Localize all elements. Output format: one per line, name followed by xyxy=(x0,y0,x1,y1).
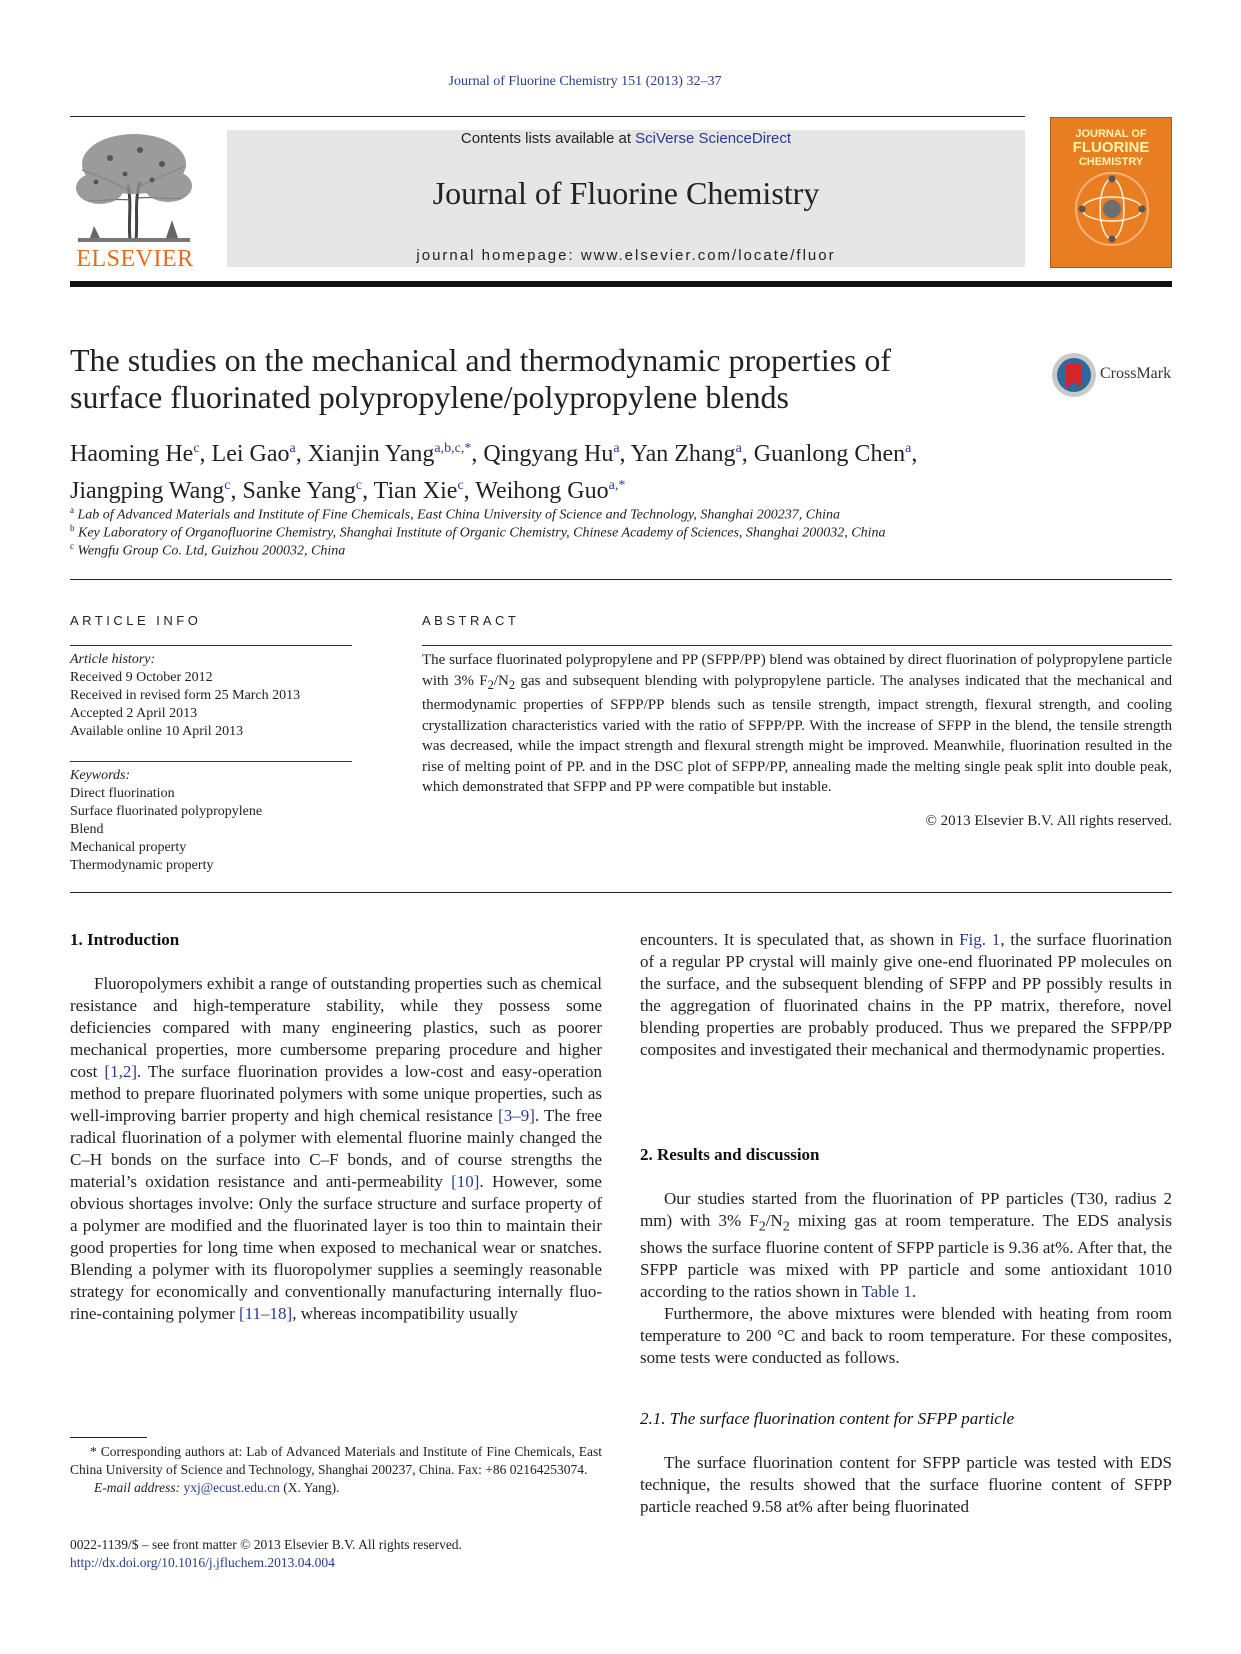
author-separator: , xyxy=(362,478,374,504)
text-segment: . xyxy=(911,1282,917,1302)
author-separator: , xyxy=(619,441,631,467)
cover-title-line: FLUORINE xyxy=(1072,139,1150,156)
author-name[interactable]: Guanlong Chen xyxy=(753,441,906,467)
corresponding-author-footnote xyxy=(70,1443,602,1497)
text-segment: mixing gas at room temperature. The EDS analysis shows the surface fluorine content of SFPP particle is 9.36 at%. After that, the SFPP particle was mixed with PP particle and some antioxidant 1010 according to the ratios shown in xyxy=(640,1211,1172,1302)
cover-title-line: CHEMISTRY xyxy=(1078,156,1144,168)
keyword-item: Mechanical property xyxy=(70,840,187,855)
divider xyxy=(70,645,352,646)
history-item: Accepted 2 April 2013 xyxy=(70,706,198,721)
text-segment: /N xyxy=(765,1211,783,1230)
footnote-text: * Corresponding authors at: Lab of Advanced Materials and Institute of Fine Chemicals, East China University of Science and Technology, Shanghai 200237, China. Fax: +86 02164253074. xyxy=(70,1444,602,1477)
paper-title xyxy=(70,342,1040,416)
author-affiliation-mark[interactable]: c xyxy=(224,478,231,493)
journal-reference[interactable]: Journal of Fluorine Chemistry 151 (2013) 32–37 xyxy=(448,74,722,89)
email-link[interactable]: yxj@ecust.edu.cn xyxy=(183,1480,280,1495)
subscript: 2 xyxy=(487,677,494,692)
text-segment: encounters. It is speculated that, as shown in xyxy=(640,930,960,949)
masthead-rule xyxy=(70,281,1172,287)
author-name[interactable]: Jiangping Wang xyxy=(70,478,225,504)
abstract-segment: The surface fluorinated polypropylene and PP (SFPP/PP) blend was obtained by direct fluorination of polypropylene particle with 3% F xyxy=(422,652,1172,689)
divider xyxy=(70,892,1172,893)
text-segment: , the surface fluorination of a regular PP crystal will mainly give one-end fluorinated PP molecules on the surface, and the subsequent blending of SFPP and PP possibly results in the aggregation of fluorinated chains in the PP matrix, therefore, novel blending properties are probably produced. Thus we prepared the SFPP/PP composites and investigated their mechanical and thermodynamic properties. xyxy=(640,930,1172,1059)
affiliation-text: Wengfu Group Co. Ltd, Guizhou 200032, China xyxy=(77,543,346,559)
footnote-rule xyxy=(70,1437,147,1438)
affiliation-a xyxy=(70,505,840,524)
text-segment: . The surface fluorination provides a low-cost and easy-operation method to prepare fluorinated polymers with some unique properties, such as well-improving barrier property and high chemical resistance xyxy=(70,1062,602,1125)
email-line xyxy=(70,1479,602,1497)
table-link[interactable]: Table 1 xyxy=(861,1282,912,1302)
author-name[interactable]: Qingyang Hu xyxy=(483,441,614,467)
contents-line xyxy=(227,130,1025,147)
elsevier-wordmark: ELSEVIER xyxy=(76,246,194,272)
author-affiliation-mark[interactable]: a,b,c,* xyxy=(434,441,472,456)
homepage-url[interactable]: www.elsevier.com/locate/fluor xyxy=(580,247,836,264)
intro-paragraph xyxy=(70,973,602,1325)
intro-continuation xyxy=(640,929,1172,1061)
history-caption: Article history: xyxy=(70,652,156,667)
author-name[interactable]: Sanke Yang xyxy=(242,478,356,504)
affiliation-mark: a xyxy=(70,505,74,515)
abstract-segment: gas and subsequent blending with polypropylene particle. The analyses indicated that the mechanical and thermodynamic properties of SFPP/PP blends such as tensile strength, impact strength, flexural strength, and cooling crystallization characteristics varied with the ratio of SFPP/PP. With the increase of SFPP in the blend, the tensile strength was decreased, while the impact strength and flexural strength might be improved. Meanwhile, fluorination resulted in the rise of melting point of PP. and in the DSC plot of SFPP/PP, annealing made the melting single peak split into double peak, which demonstrated that SFPP and PP were compatible but instable. xyxy=(422,672,1172,795)
author-separator: , xyxy=(199,441,212,467)
citation-link[interactable]: [3–9] xyxy=(498,1106,535,1125)
text-segment: Our studies started from the fluorination of PP particles (T30, radius 2 mm) with 3% F xyxy=(640,1189,1172,1230)
title-line: surface fluorinated polypropylene/polypropylene blends xyxy=(70,379,789,415)
homepage-prefix: journal homepage: xyxy=(416,247,581,264)
affiliation-text: Key Laboratory of Organofluorine Chemistry, Shanghai Institute of Organic Chemistry, Chinese Academy of Sciences, Shanghai 200032, China xyxy=(78,525,886,541)
header-rule xyxy=(70,116,1025,117)
affiliation-text: Lab of Advanced Materials and Institute of Fine Chemicals, East China University of Science and Technology, Shanghai 200237, China xyxy=(77,507,841,523)
article-history xyxy=(70,651,360,741)
section-heading: 1. Introduction xyxy=(70,930,180,949)
abstract-heading: ABSTRACT xyxy=(422,613,520,628)
divider xyxy=(70,761,352,762)
results-paragraph-2: Furthermore, the above mixtures were blended with heating from room temperature to 200 °C and back to room temperature. For these composites, some tests were conducted as follows. xyxy=(640,1304,1172,1368)
affiliation-c xyxy=(70,541,345,560)
author-name[interactable]: Yan Zhang xyxy=(630,441,736,467)
doi-link[interactable]: http://dx.doi.org/10.1016/j.jfluchem.2013.04.004 xyxy=(70,1555,335,1570)
text-segment: Fluoropolymers exhibit a range of outstanding properties such as chemical resistance and high-temperature stability, while they possess some deficiencies compared with many engineering plastics, such as poorer mechanical properties, more cumbersome preparing procedure and higher cost xyxy=(70,974,602,1081)
email-suffix: (X. Yang). xyxy=(279,1480,340,1495)
text-segment: . However, some obvious shortages involve: Only the surface structure and surface property of a polymer are modified and the fluorinated layer is too thin to maintain their good properties for long time when exposed to mechanical wear or snatches. Blending a polymer with its fluoropolymer supplies a seemingly reasonable strategy for economically and conventionally manufacturing internally fluo-rine-containing polymer xyxy=(70,1172,602,1323)
affiliation-b xyxy=(70,523,886,542)
title-line: The studies on the mechanical and thermodynamic properties of xyxy=(70,342,892,378)
figure-link[interactable]: Fig. 1 xyxy=(959,930,1001,949)
contents-prefix: Contents lists available at xyxy=(460,130,636,147)
text-segment: , whereas incompatibility usually xyxy=(292,1304,518,1323)
author-separator: , xyxy=(471,441,484,467)
keyword-item: Surface fluorinated polypropylene xyxy=(70,804,263,819)
author-name[interactable]: Xianjin Yang xyxy=(307,441,435,467)
history-item: Available online 10 April 2013 xyxy=(70,724,244,739)
author-separator: , xyxy=(463,478,476,504)
atom-icon xyxy=(1073,170,1151,248)
keyword-item: Thermodynamic property xyxy=(70,858,214,873)
affiliation-mark: b xyxy=(70,523,75,533)
author-affiliation-mark[interactable]: c xyxy=(355,478,363,493)
cover-title xyxy=(1051,128,1171,168)
history-item: Received in revised form 25 March 2013 xyxy=(70,688,301,703)
article-info-heading: ARTICLE INFO xyxy=(70,613,202,628)
author-name[interactable]: Haoming He xyxy=(70,441,194,467)
section-heading: 2. Results and discussion xyxy=(640,1145,820,1164)
keyword-item: Blend xyxy=(70,822,104,837)
subsection-heading: 2.1. The surface fluorination content for SFPP particle xyxy=(640,1409,1015,1428)
email-label: E-mail address: xyxy=(94,1480,184,1495)
subscript: 2 xyxy=(782,1218,790,1235)
keywords xyxy=(70,767,360,875)
author-affiliation-mark[interactable]: a xyxy=(735,441,742,456)
author-separator: , xyxy=(741,441,754,467)
author-affiliation-mark[interactable]: a xyxy=(289,441,296,456)
subscript: 2 xyxy=(508,677,516,692)
abstract-segment: /N xyxy=(493,672,509,689)
journal-homepage[interactable] xyxy=(227,247,1025,264)
divider xyxy=(70,579,1172,580)
author-affiliation-mark[interactable]: a,* xyxy=(608,478,626,493)
crossmark-label[interactable]: CrossMark xyxy=(1100,365,1172,382)
text-segment: . The free radical fluorination of a polymer with elemental fluorine mainly changed the C–H bonds on the surface into C–F bonds, and of course strengths the material’s oxidation resistance and anti-permeability xyxy=(70,1106,602,1191)
subscript: 2 xyxy=(758,1218,766,1235)
history-item: Received 9 October 2012 xyxy=(70,670,213,685)
subsection-text: The surface fluorination content for SFPP particle was tested with EDS technique, the results showed that the surface fluorine content of SFPP particle reached 9.58 at% after being fluorinated xyxy=(640,1453,1172,1516)
keyword-item: Direct fluorination xyxy=(70,786,175,801)
author-separator: , xyxy=(230,478,243,504)
author-name[interactable]: Lei Gao xyxy=(211,441,290,467)
author-name[interactable]: Weihong Guo xyxy=(475,478,609,504)
author-affiliation-mark[interactable]: c xyxy=(457,478,464,493)
author-separator: , xyxy=(911,441,918,467)
journal-cover xyxy=(1050,117,1172,268)
results-paragraphs xyxy=(640,1188,1172,1369)
journal-masthead xyxy=(227,130,1025,267)
journal-title: Journal of Fluorine Chemistry xyxy=(432,175,820,211)
abstract-text xyxy=(422,650,1172,798)
divider xyxy=(422,645,1172,646)
author-list xyxy=(70,433,1180,507)
author-affiliation-mark[interactable]: c xyxy=(193,441,200,456)
affiliation-mark: c xyxy=(70,541,74,551)
citation-link[interactable]: [11–18] xyxy=(239,1304,293,1323)
sciencedirect-link[interactable]: SciVerse ScienceDirect xyxy=(635,130,792,147)
cover-title-line: JOURNAL OF xyxy=(1075,128,1147,140)
citation-link[interactable]: [10] xyxy=(451,1172,480,1191)
keywords-caption: Keywords: xyxy=(70,768,131,783)
author-name[interactable]: Tian Xie xyxy=(373,478,458,504)
issn-line: 0022-1139/$ – see front matter © 2013 Elsevier B.V. All rights reserved. xyxy=(70,1537,462,1552)
author-affiliation-mark[interactable]: a xyxy=(905,441,912,456)
subsection-paragraph xyxy=(640,1452,1172,1518)
citation-link[interactable]: [1,2] xyxy=(104,1062,137,1081)
author-separator: , xyxy=(295,441,308,467)
author-affiliation-mark[interactable]: a xyxy=(613,441,620,456)
abstract-copyright: © 2013 Elsevier B.V. All rights reserved. xyxy=(925,813,1172,829)
